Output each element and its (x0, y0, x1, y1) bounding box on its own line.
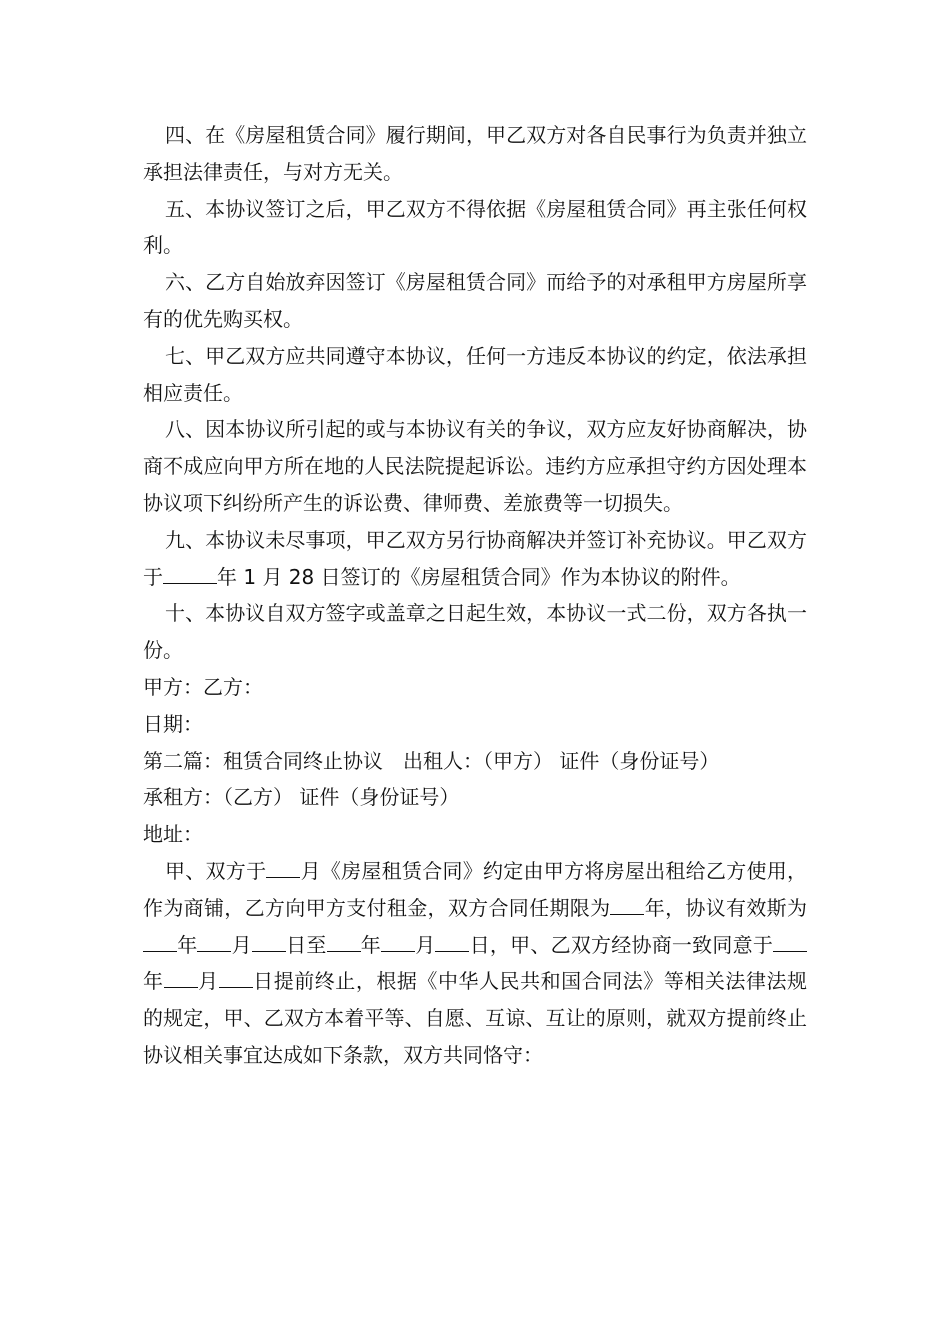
second-part-body (143, 853, 807, 1074)
clause-4: 四、在《房屋租赁合同》履行期间，甲乙双方对各自民事行为负责并独立承担法律责任，与对方无关。 (143, 123, 807, 184)
clause-5: 五、本协议签订之后，甲乙双方不得依据《房屋租赁合同》再主张任何权利。 (143, 196, 807, 258)
body-text: 月《房屋租赁合同》约定由甲方将房屋出租给乙方使用，作为商铺，乙方向甲方支付租金，双方合同任期限为 (143, 858, 808, 920)
blank-line (252, 933, 286, 952)
second-part-heading: 第二篇：租赁合同终止协议 出租人：（甲方） 证件（身份证号） (143, 748, 720, 773)
body-text: 月 (197, 969, 219, 994)
blank-line (164, 969, 198, 988)
blank-line (143, 933, 177, 952)
blank-line (197, 933, 231, 952)
body-text: 月 (415, 932, 436, 957)
blank-line (163, 565, 217, 584)
document-body (143, 117, 807, 1074)
blank-line (266, 859, 300, 878)
body-text: 日至 (285, 932, 327, 957)
body-text: 年 (143, 969, 164, 994)
clause-9-text-a: 九、本协议未尽事项，甲乙双方另行协商解决并签订补充协议。甲乙双方于 (143, 527, 807, 589)
clause-8: 八、因本协议所引起的或与本协议有关的争议，双方应友好协商解决，协商不成应向甲方所在地的人民法院提起诉讼。违约方应承担守约方因处理本协议项下纠纷所产生的诉讼费、律师费、差旅费等一切损失。 (143, 417, 807, 515)
body-text: 年，协议有效斯为 (644, 895, 808, 920)
address-line: 地址： (143, 822, 203, 847)
body-text: 日，甲、乙双方经协商一致同意于 (469, 932, 774, 957)
lessee-line: 承租方：（乙方） 证件（身份证号） (143, 785, 460, 810)
clause-7: 七、甲乙双方应共同遵守本协议，任何一方违反本协议的约定，依法承担相应责任。 (143, 343, 807, 405)
body-text: 日提前终止，根据《中华人民共和国合同法》等相关法律法规的规定，甲、乙双方本着平等、自愿、互谅、互让的原则，就双方提前终止协议相关事宜达成如下条款，双方共同恪守： (143, 969, 808, 1067)
blank-line (610, 896, 644, 915)
body-text: 年 (177, 932, 198, 957)
clause-9 (143, 522, 807, 596)
signature-parties: 甲方：乙方： (143, 674, 263, 699)
body-text: 年 (360, 932, 382, 957)
clause-9-text-b: 年 1 月 28 日签订的《房屋租赁合同》作为本协议的附件。 (217, 564, 741, 589)
blank-line (435, 933, 469, 952)
blank-line (327, 933, 361, 952)
clause-6: 六、乙方自始放弃因签订《房屋租赁合同》而给予的对承租甲方房屋所享有的优先购买权。 (143, 270, 807, 331)
blank-line (381, 933, 415, 952)
blank-line (219, 969, 253, 988)
signature-date: 日期： (143, 711, 203, 736)
clause-10: 十、本协议自双方签字或盖章之日起生效，本协议一式二份，双方各执一份。 (143, 601, 807, 663)
body-text: 月 (231, 932, 252, 957)
blank-line (773, 933, 807, 952)
body-text: 甲、双方于 (165, 858, 267, 883)
